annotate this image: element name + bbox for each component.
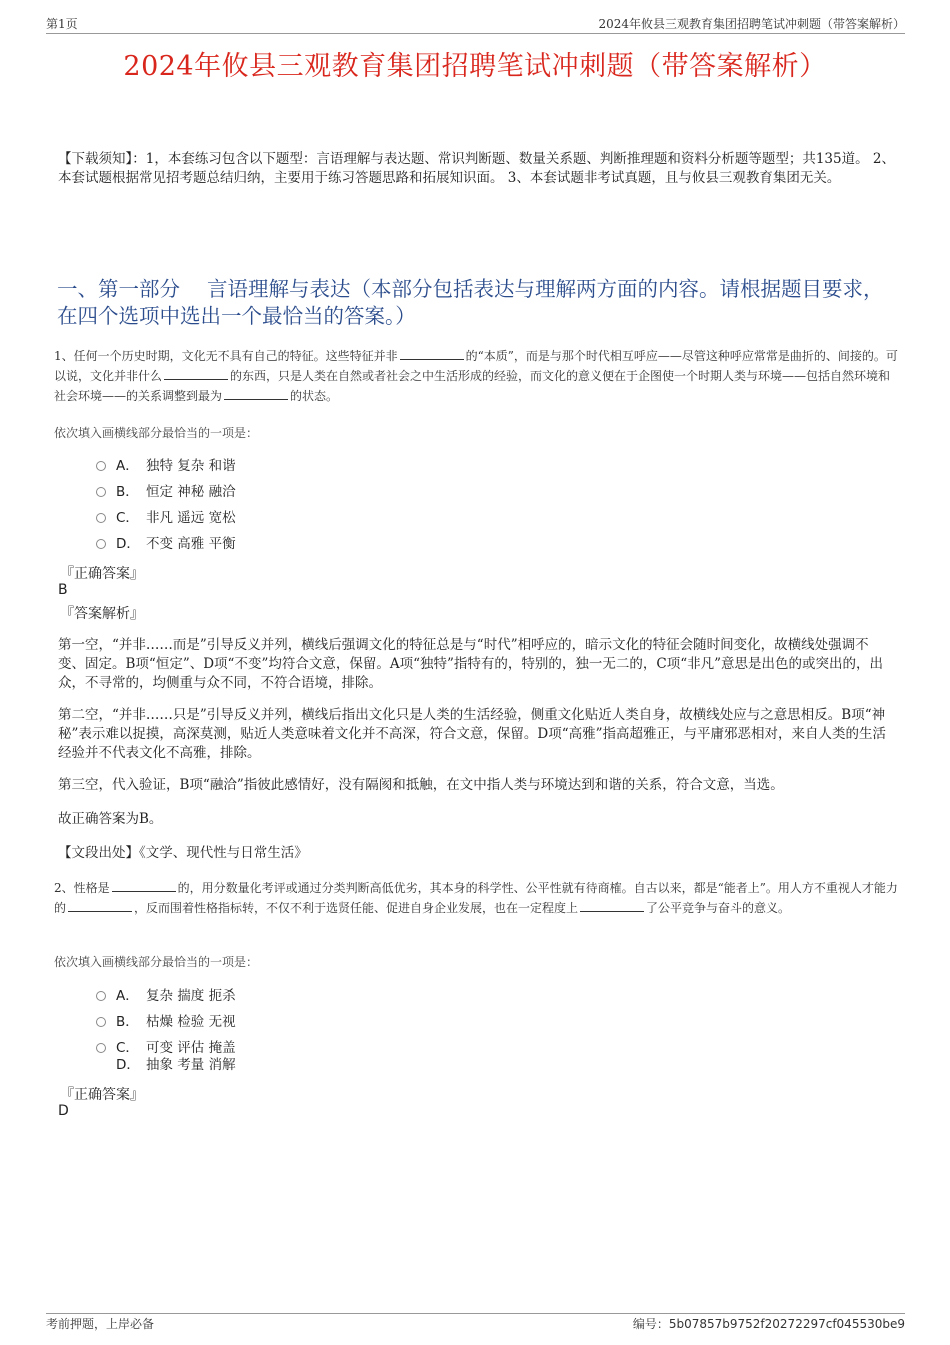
radio-icon[interactable] [96, 513, 106, 523]
question-2-prompt: 依次填入画横线部分最恰当的一项是： [54, 955, 259, 969]
q1-source: 【文段出处】《文学、现代性与日常生活》 [58, 845, 308, 861]
radio-icon[interactable] [96, 1017, 106, 1027]
document-title: 2024年攸县三观教育集团招聘笔试冲刺题（带答案解析） [123, 51, 827, 82]
radio-icon[interactable] [96, 539, 106, 549]
q1-analysis-label: 『答案解析』 [60, 606, 144, 622]
q1-answer: B [58, 582, 68, 598]
q1-option-d[interactable]: D． 不变 高雅 平衡 [96, 534, 236, 554]
radio-icon[interactable] [96, 991, 106, 1001]
footer-code: 编号：5b07857b9752f20272297cf045530be9 [632, 1317, 905, 1331]
question-1-prompt: 依次填入画横线部分最恰当的一项是： [54, 426, 259, 440]
download-notice: 【下载须知】：1，本套练习包含以下题型：言语理解与表达题、常识判断题、数量关系题、判断推理题和资料分析题等题型；共135道。 2、本套试题根据常见招考题总结归纳，主要用于练习答题思路和拓展知识面。 3、本套试题非考试真题，且与攸县三观教育集团无关。 [58, 151, 895, 186]
section-heading: 一、第一部分 言语理解与表达（本部分包括表达与理解两方面的内容。请根据题目要求，在四个选项中选出一个最恰当的答案。） [57, 277, 884, 328]
q2-answer: D [58, 1103, 69, 1119]
q2-option-b[interactable]: B． 枯燥 检验 无视 [96, 1012, 236, 1032]
footer-divider [46, 1313, 905, 1314]
q1-option-b[interactable]: B． 恒定 神秘 融洽 [96, 482, 236, 502]
q1-option-a[interactable]: A． 独特 复杂 和谐 [96, 456, 236, 476]
header-doc-title: 2024年攸县三观教育集团招聘笔试冲刺题（带答案解析） [598, 17, 905, 31]
q2-answer-label: 『正确答案』 [60, 1087, 144, 1103]
fill-blank [164, 366, 228, 380]
q1-analysis-paragraph-3: 第三空，代入验证，B项“融洽”指彼此感情好，没有隔阂和抵触，在文中指人类与环境达到和谐的关系，符合文意，当选。 [58, 777, 784, 793]
q1-analysis-paragraph-1: 第一空，“并非……而是”引导反义并列，横线后强调文化的特征总是与“时代”相呼应的，暗示文化的特征会随时间变化，故横线处强调不变、固定。B项“恒定”、D项“不变”均符合文意，保留。A项“独特”指特有的，特别的，独一无二的，C项“非凡”意思是出色的或突出的，出众，不寻常的，均侧重与众不同，不符合语境，排除。 [58, 637, 884, 691]
radio-icon[interactable] [96, 1043, 106, 1053]
q2-option-c[interactable]: C． 可变 评估 掩盖 [96, 1038, 236, 1058]
q1-analysis-paragraph-2: 第二空，“并非……只是”引导反义并列，横线后指出文化只是人类的生活经验，侧重文化贴近人类自身，故横线处应与之意思相反。B项“神秘”表示难以捉摸，高深莫测，贴近人类意味着文化并不高深，符合文意，保留。D项“高雅”指高超雅正，与平庸邪恶相对，来自人类的生活经验并不代表文化不高雅，排除。 [58, 707, 887, 761]
radio-icon[interactable] [96, 461, 106, 471]
fill-blank [400, 346, 464, 360]
q1-answer-label: 『正确答案』 [60, 566, 144, 582]
page-number: 第1页 [46, 17, 78, 31]
q2-option-a[interactable]: A． 复杂 揣度 扼杀 [96, 986, 236, 1006]
header-divider [46, 33, 905, 34]
question-1-text: 1、任何一个历史时期，文化无不具有自己的特征。这些特征并非 的“本质”，而是与那个时代相互呼应——尽管这种呼应常常是曲折的、间接的。可以说，文化并非什么 的东西，只是人类在自然或者社会之中生活形成的经验，而文化的意义便在于企图使一个时期人类与环境——包括自然环境和社会环境——的关系调整到最为 的状态。 [54, 346, 898, 406]
radio-icon[interactable] [96, 487, 106, 497]
fill-blank [224, 386, 288, 400]
fill-blank [68, 898, 132, 912]
fill-blank [580, 898, 644, 912]
fill-blank [112, 878, 176, 892]
q1-option-c[interactable]: C． 非凡 遥远 宽松 [96, 508, 236, 528]
footer-slogan: 考前押题，上岸必备 [46, 1317, 155, 1331]
q2-option-d[interactable]: D． 抽象 考量 消解 [116, 1057, 236, 1073]
q1-analysis-conclusion: 故正确答案为B。 [58, 811, 163, 827]
question-2-text: 2、性格是 的，用分数量化考评或通过分类判断高低优劣，其本身的科学性、公平性就有待商榷。自古以来，都是“能者上”。用人方不重视人才能力的 ，反而围着性格指标转，不仅不利于选贤任能、促进自身企业发展，也在一定程度上 了公平竞争与奋斗的意义。 [54, 878, 898, 918]
